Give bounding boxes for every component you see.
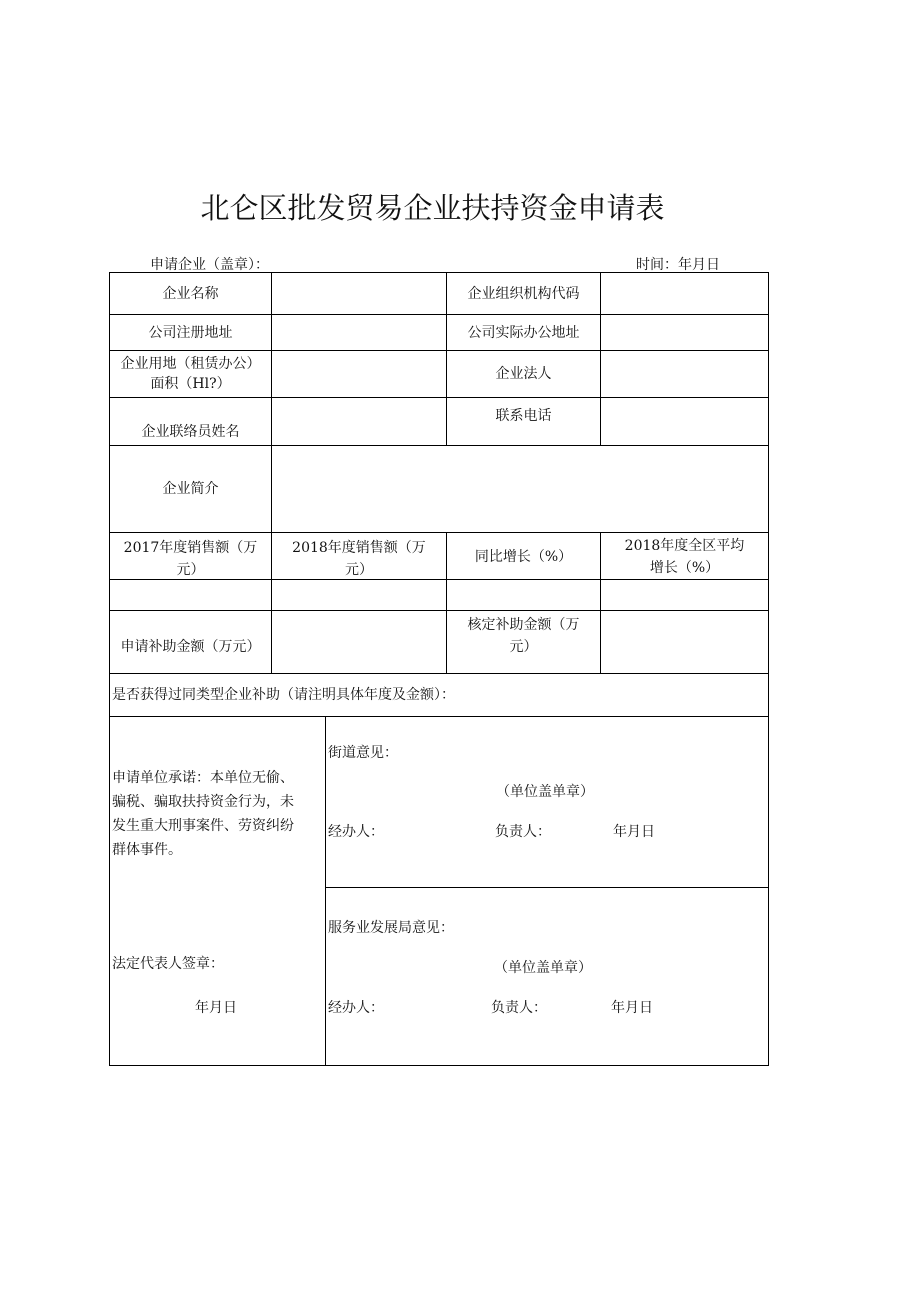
land-area-label-line2: 面积（Hl?） — [150, 376, 231, 392]
liaison-name-label: 企业联络员姓名 — [141, 424, 240, 440]
street-handler-label: 经办人： — [328, 824, 384, 840]
reg-address-field[interactable] — [272, 315, 446, 350]
approved-amount-field[interactable] — [601, 611, 768, 673]
application-form-table — [109, 272, 769, 1066]
prior-subsidy-label: 是否获得过同类型企业补助（请注明具体年度及金额）： — [112, 687, 455, 703]
row-divider — [325, 887, 768, 888]
sales-2018-label — [272, 537, 446, 581]
bureau-opinion-heading: 服务业发展局意见： — [328, 920, 454, 936]
yoy-growth-field[interactable] — [447, 580, 600, 610]
phone-field[interactable] — [601, 398, 768, 445]
approved-amount-label-line1: 核定补助金额（万 — [467, 617, 580, 633]
row-divider — [110, 532, 768, 533]
commitment-line-2: 骗税、骗取扶持资金行为，未 — [112, 794, 294, 810]
bureau-seal-note: （单位盖单章） — [494, 960, 592, 976]
legal-rep-signature-date: 年月日 — [195, 1000, 237, 1016]
date-label: 时间：年月日 — [636, 257, 720, 273]
col-divider — [325, 716, 326, 1065]
office-address-field[interactable] — [601, 315, 768, 350]
legal-person-field[interactable] — [601, 351, 768, 397]
street-date: 年月日 — [613, 824, 655, 840]
sales-2018-field[interactable] — [272, 580, 446, 610]
bureau-date: 年月日 — [611, 1000, 653, 1016]
row-divider — [110, 716, 768, 717]
district-growth-label-line1: 2018年度全区平均 — [624, 538, 745, 554]
yoy-growth-label: 同比增长（%） — [474, 549, 573, 565]
land-area-field[interactable] — [272, 351, 446, 397]
sales-2017-label — [110, 537, 271, 581]
org-code-field[interactable] — [601, 273, 768, 314]
district-growth-label-line2: 增长（%） — [649, 560, 720, 576]
apply-amount-field[interactable] — [272, 611, 446, 673]
bureau-responsible-label: 负责人： — [491, 1000, 547, 1016]
org-code-label: 企业组织机构代码 — [467, 285, 580, 302]
bureau-handler-label: 经办人： — [328, 1000, 384, 1016]
intro-label: 企业简介 — [162, 481, 219, 497]
sales-2017-field[interactable] — [110, 580, 271, 610]
approved-amount-label-line2: 元） — [509, 639, 538, 655]
reg-address-label: 公司注册地址 — [148, 324, 233, 341]
company-name-field[interactable] — [272, 273, 446, 314]
legal-person-label: 企业法人 — [495, 366, 552, 382]
district-growth-field[interactable] — [601, 580, 768, 610]
street-opinion-heading: 街道意见： — [328, 745, 398, 761]
company-name-label: 企业名称 — [162, 285, 219, 302]
liaison-name-field[interactable] — [272, 398, 446, 445]
sales-2018-label-line1: 2018年度销售额（万 — [292, 540, 426, 556]
sales-2017-label-line2: 元） — [176, 562, 205, 578]
phone-label: 联系电话 — [495, 408, 552, 424]
commitment-line-1: 申请单位承诺：本单位无偷、 — [112, 770, 294, 786]
approved-amount-label — [447, 611, 600, 661]
sales-2018-label-line2: 元） — [345, 562, 373, 578]
district-growth-label — [601, 535, 768, 579]
street-responsible-label: 负责人： — [495, 824, 551, 840]
applicant-label: 申请企业（盖章）： — [150, 257, 269, 273]
land-area-label-line1: 企业用地（租赁办公） — [120, 356, 261, 372]
legal-rep-signature-label: 法定代表人签章： — [112, 956, 224, 972]
apply-amount-label: 申请补助金额（万元） — [120, 639, 261, 655]
sales-2017-label-line1: 2017年度销售额（万 — [123, 540, 258, 556]
commitment-line-4: 群体事件。 — [112, 842, 182, 858]
land-area-label — [110, 351, 271, 397]
office-address-label: 公司实际办公地址 — [467, 324, 580, 341]
street-seal-note: （单位盖单章） — [496, 784, 594, 800]
form-title: 北仑区批发贸易企业扶持资金申请表 — [200, 191, 665, 225]
commitment-line-3: 发生重大刑事案件、劳资纠纷 — [112, 818, 294, 834]
intro-field[interactable] — [272, 446, 768, 532]
